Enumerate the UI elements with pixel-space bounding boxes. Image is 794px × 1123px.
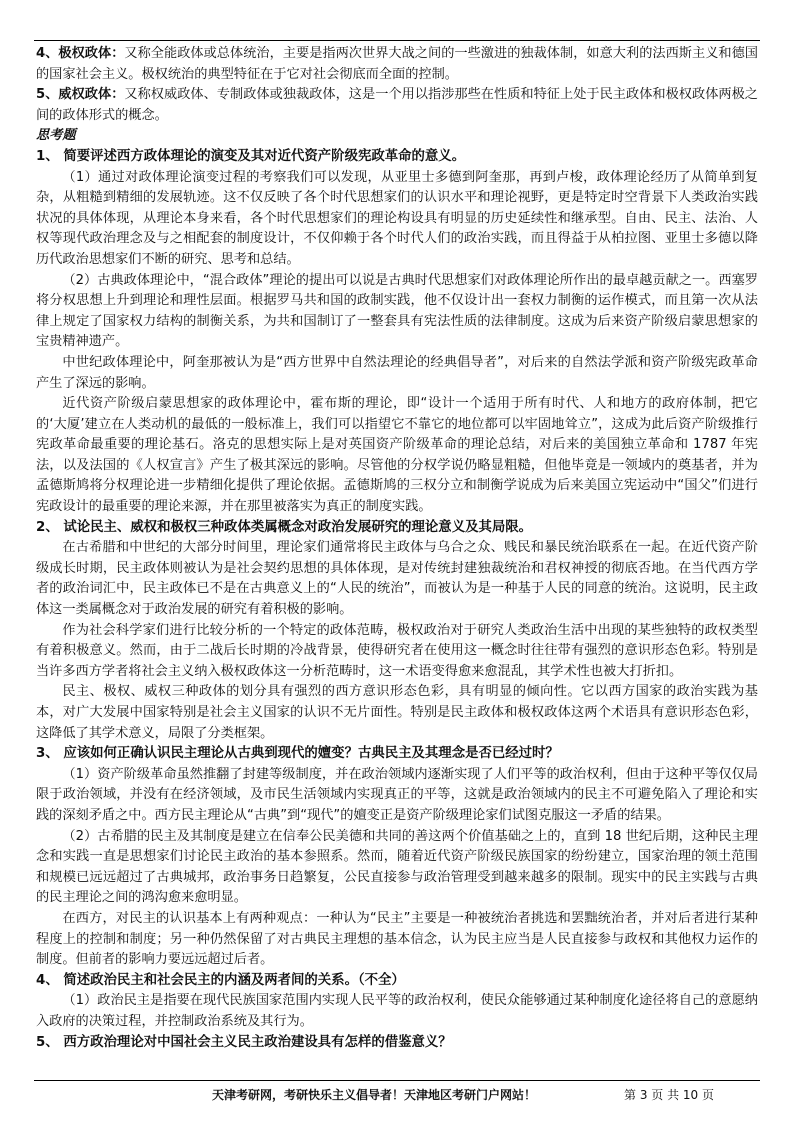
- question-3-title: 3、 应该如何正确认识民主理论从古典到现代的嬗变？古典民主及其理念是否已经过时？: [36, 746, 559, 762]
- paragraph: 民主、极权、威权三种政体的划分具有强烈的西方意识形态色彩，具有明显的倾向性。它以西方国家的政治实践为基本，对广大发展中国家特别是社会主义国家的认识不无片面性。特别是民主政体和极权政体这两个术语具有意识形态色彩，这降低了其学术意义，局限了分类框架。: [36, 684, 758, 741]
- paragraph: 作为社会科学家们进行比较分析的一个特定的政体范畴，极权政治对于研究人类政治生活中出现的某些独特的政权类型有着积极意义。然而，由于二战后长时期的冷战背景，使得研究者在使用这一概念时往往带有强烈的意识形态色彩。特别是当许多西方学者将社会主义纳入极权政体这一分析范畴时，这一术语变得愈来愈混乱，其学术性也被大打折扣。: [36, 622, 758, 679]
- section-title: 思考题: [36, 128, 76, 144]
- header-rule: [34, 40, 760, 41]
- paragraph: （1）资产阶级革命虽然推翻了封建等级制度，并在政治领域内逐渐实现了人们平等的政治权利，但由于这种平等仅仅局限于政治领域，并没有在经济领域，及市民生活领域内实现真正的平等，这就是政治领域内的民主不可避免陷入了理论和实践的深刻矛盾之中。西方民主理论从“古典”到“现代”的嬗变正是资产阶级理论家们试图克服这一矛盾的结果。: [36, 766, 758, 823]
- paragraph: 中世纪政体理论中，阿奎那被认为是“西方世界中自然法理论的经典倡导者”，对后来的自然法学派和资产阶级宪政革命产生了深远的影响。: [36, 354, 758, 391]
- definition-term: 5、威权政体：: [36, 87, 125, 103]
- question-5-title: 5、 西方政治理论对中国社会主义民主政治建设具有怎样的借鉴意义？: [36, 1034, 452, 1050]
- question-2-title: 2、 试论民主、威权和极权三种政体类属概念对政治发展研究的理论意义及其局限。: [36, 519, 533, 535]
- paragraph: （2）古希腊的民主及其制度是建立在信奉公民美德和共同的善这两个价值基础之上的，直到 18 世纪后期，这种民主理念和实践一直是思想家们讨论民主政治的基本参照系。然而，随着近代资产阶级民族国家的纷纷建立，国家治理的领土范围和规模已远远超过了古典城邦，政治事务日趋繁复，公民直接参与政治管理受到越来越多的限制。现实中的民主实践与古典的民主理论之间的鸿沟愈来愈明显。: [36, 828, 758, 906]
- question-4-title: 4、 简述政治民主和社会民主的内涵及两者间的关系。（不全）: [36, 972, 405, 988]
- paragraph: （2）古典政体理论中，“混合政体”理论的提出可以说是古典时代思想家们对政体理论所作出的最卓越贡献之一。西塞罗将分权思想上升到理论和理性层面。根据罗马共和国的政制实践，他不仅设计出一套权力制衡的运作模式，而且第一次从法律上规定了国家权力结构的制衡关系，为共和国制订了一整套具有宪法性质的法律制度。这成为后来资产阶级启蒙思想家的宝贵精神遗产。: [36, 272, 758, 350]
- paragraph: （1）政治民主是指要在现代民族国家范围内实现人民平等的政治权利，使民众能够通过某种制度化途径将自己的意愿纳入政府的决策过程，并控制政治系统及其行为。: [36, 993, 758, 1029]
- footer-rule: [34, 1080, 760, 1081]
- page-body: [36, 44, 758, 1053]
- definition-authoritarian: [36, 85, 758, 126]
- paragraph: 在西方，对民主的认识基本上有两种观点：一种认为“民主”主要是一种被统治者挑选和罢黜统治者，并对后者进行某种程度上的控制和制度；另一种仍然保留了对古典民主理想的基本信念，认为民主应当是人民直接参与政权和其他权力运作的制度。但前者的影响力要远远超过后者。: [36, 910, 758, 968]
- paragraph: 在古希腊和中世纪的大部分时间里，理论家们通常将民主政体与乌合之众、贱民和暴民统治联系在一起。在近代资产阶级成长时期，民主政体则被认为是社会契约思想的具体体现，是对传统封建独裁统治和君权神授的彻底否地。在当代西方学者的政治词汇中，民主政体已不是在古典意义上的“人民的统治”，而被认为是一种基于人民的同意的统治。这说明，民主政体这一类属概念对于政治发展的研究有着积极的影响。: [36, 540, 758, 618]
- definition-term: 4、极权政体：: [36, 46, 125, 61]
- definition-text: 又称权威政体、专制政体或独裁政体，这是一个用以指涉那些在性质和特征上处于民主政体和极权政体两极之间的政体形式的概念。: [36, 87, 758, 123]
- definition-totalitarian: [36, 44, 758, 85]
- paragraph: （1）通过对政体理论演变过程的考察我们可以发现，从亚里士多德到阿奎那，再到卢梭，政体理论经历了从简单到复杂，从粗糙到精细的发展轨迹。这不仅反映了各个时代思想家们的认识水平和理论视野，更是特定时空背景下人类政治实践状况的具体体现，从理论本身来看，各个时代思想家们的理论构设具有明显的历史延续性和继承型。自由、民主、法治、人权等现代政治理念及与之相配套的制度设计，不仅仰赖于各个时代人们的政治实践，而且得益于从柏拉图、亚里士多德以降历代政治思想家们不断的研究、思考和总结。: [36, 169, 758, 267]
- page-number: 第 3 页 共 10 页: [624, 1088, 714, 1102]
- definition-text: 又称全能政体或总体统治，主要是指两次世界大战之间的一些激进的独裁体制，如意大利的法西斯主义和德国的国家社会主义。极权统治的典型特征在于它对社会彻底而全面的控制。: [36, 46, 758, 82]
- paragraph: 近代资产阶级启蒙思想家的政体理论中，霍布斯的理论，即“设计一个适用于所有时代、人和地方的政府体制，把它的‘大厦’建立在人类动机的最低的一般标准上，我们可以指望它不靠它的地位都可以牢固地耸立”，这成为此后资产阶级推行宪政革命最重要的理论基石。洛克的思想实际上是对英国资产阶级革命的理论总结，对后来的美国独立革命和 1787 年宪法，以及法国的《人权宣言》产生了极其深远的影响。尽管他的分权学说仍略显粗糙，但他毕竟是一领域内的奠基者，并为孟德斯鸠将分权理论进一步精细化提供了理论依据。孟德斯鸠的三权分立和制衡学说成为后来美国立宪运动中“国父”们进行宪政设计的最重要的理论来源，并在那里被落实为真正的制度实践。: [36, 396, 758, 515]
- question-1-title: 1、 简要评述西方政体理论的演变及其对近代资产阶级宪政革命的意义。: [36, 148, 466, 164]
- footer-slogan: 天津考研网，考研快乐主义倡导者！天津地区考研门户网站！: [212, 1088, 537, 1102]
